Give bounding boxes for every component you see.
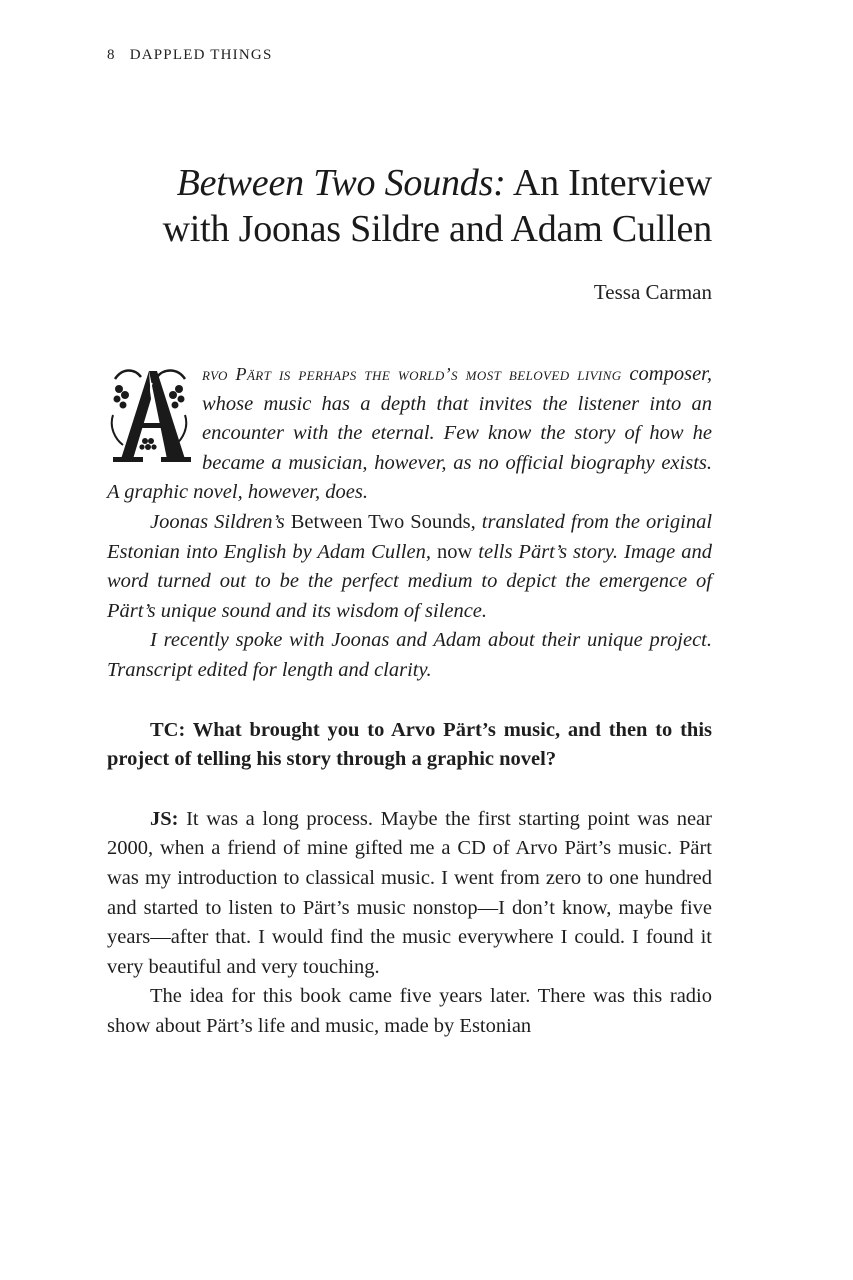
running-head bbox=[107, 47, 273, 64]
intro-p2-e: tells Pärt’s story. Image and word turned out to be the perfect medium to depict the emergence of Pärt’s unique sound and its wisdom of silence. bbox=[107, 540, 712, 622]
intro-p2-c: translated from the original Estonian into English by Adam Cullen, bbox=[107, 510, 713, 563]
speaker-label: JS: bbox=[150, 807, 179, 830]
article-title bbox=[100, 160, 712, 252]
intro-p2-d: now bbox=[430, 540, 479, 563]
intro-paragraph-1 bbox=[107, 360, 712, 508]
title-line2: with Joonas Sildre and Adam Cullen bbox=[162, 208, 712, 250]
opening-smallcaps: rvo Pärt is perhaps the world’s most beloved living bbox=[202, 364, 622, 384]
intro-p1-rest: composer, whose music has a depth that invites the listener into an encounter with the eternal. Few know the story of how he became a musician, however, as no official biography exists. A graphic novel, however, does. bbox=[107, 363, 712, 504]
spacer bbox=[107, 775, 712, 805]
question-1: TC: What brought you to Arvo Pärt’s music, and then to this project of telling his story through a graphic novel? bbox=[107, 718, 712, 771]
article-body bbox=[107, 360, 712, 1041]
intro-p2-a: Joonas Sildren’s bbox=[150, 510, 285, 533]
title-line1-rest: An Interview bbox=[505, 162, 712, 204]
intro-paragraph-2 bbox=[107, 508, 712, 626]
answer-1-paragraph-2: The idea for this book came five years later. There was this radio show about Pärt’s life and music, made by Estonian bbox=[107, 985, 712, 1037]
title-italic: Between Two Sounds: bbox=[176, 162, 506, 204]
answer-1-text: It was a long process. Maybe the first starting point was near 2000, when a friend of mine gifted me a CD of Arvo Pärt’s music. Pärt was my introduction to classical music. I went from zero to one hundred and started to listen to Pärt’s music nonstop—I don’t know, maybe five years—after that. I would find the music everywhere I could. I found it very beautiful and very touching. bbox=[107, 807, 712, 978]
decorative-dropcap-icon bbox=[105, 365, 193, 465]
book-title: Between Two Sounds, bbox=[284, 510, 482, 533]
answer-1-paragraph-1 bbox=[107, 805, 712, 983]
author-byline: Tessa Carman bbox=[593, 280, 712, 304]
page-number: 8 bbox=[107, 47, 116, 63]
spacer bbox=[107, 686, 712, 716]
intro-paragraph-3: I recently spoke with Joonas and Adam about their unique project. Transcript edited for length and clarity. bbox=[107, 629, 712, 681]
journal-name: DAPPLED THINGS bbox=[129, 47, 273, 63]
